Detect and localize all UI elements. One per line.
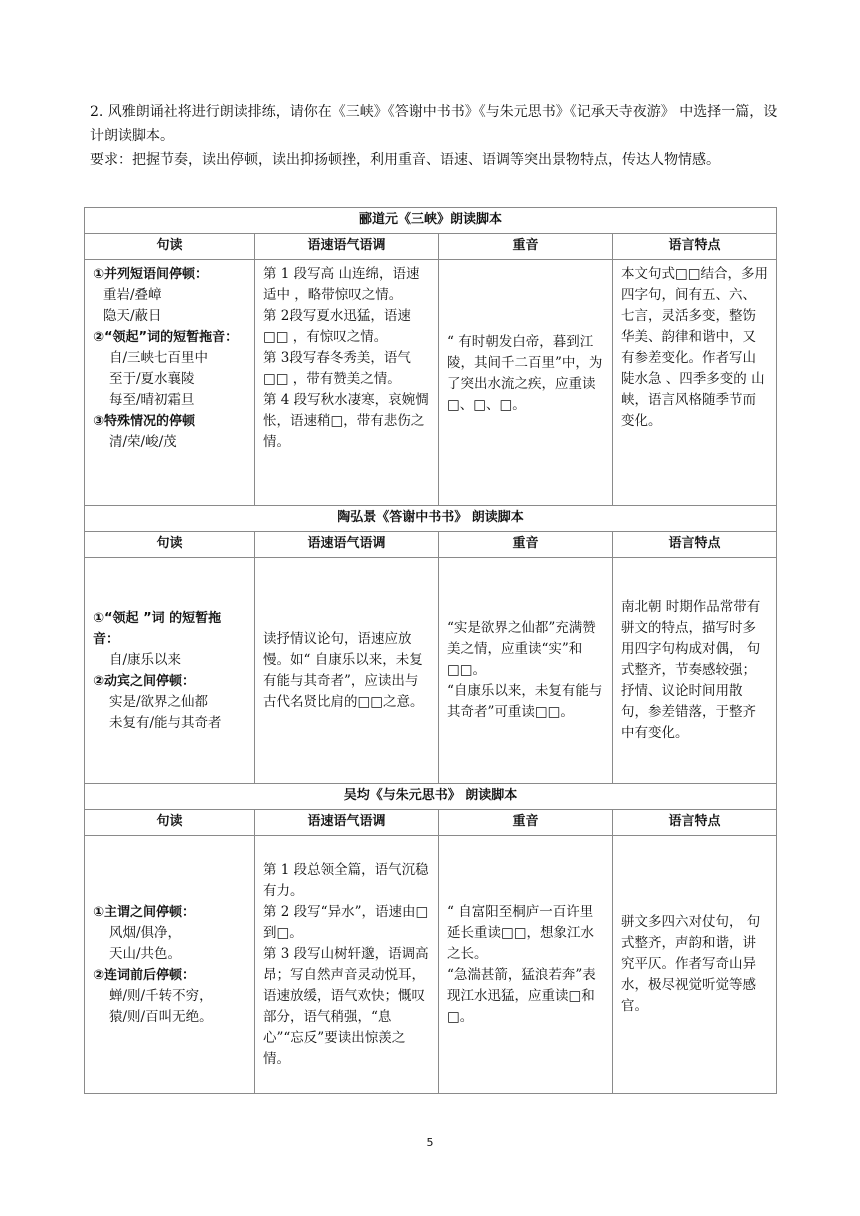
column-header-row [85,810,777,836]
tempo-tone-cell [255,836,439,1094]
reading-script-table [84,207,777,1094]
section-title: 郦道元《三峡》朗读脚本 [85,208,777,234]
column-header: 语言特点 [613,532,777,558]
pause-example: 每至/晴初霜旦 [109,392,195,408]
tempo-tone-text: 第 2 段写“异水”，语速由□到□。 [263,903,429,941]
column-header-row [85,234,777,260]
section-title: 陶弘景《答谢中书书》 朗读脚本 [85,506,777,532]
pause-example: 实是/欲界之仙都 [109,693,209,710]
column-header: 语速语气语调 [255,234,439,260]
question-requirements: 要求：把握节奏，读出停顿，读出抑扬顿挫，利用重音、语速、语调等突出景物特点，传达人物情感。 [90,152,720,168]
stress-text: “实是欲界之仙都”充满赞美之情，应重读“实”和□□。 [447,620,596,678]
language-feature-cell [613,260,777,506]
column-header: 语速语气语调 [255,810,439,836]
pause-example: 清/荣/峻/茂 [109,434,177,450]
section-title-row [85,506,777,532]
content-row [85,836,777,1094]
pause-rule-label: ②“领起”词的短暂拖音： [93,330,239,345]
pause-rule-label: ②连词前后停顿： [93,967,196,983]
content-row [85,558,777,784]
pause-example: 至于/夏水襄陵 [109,371,195,387]
question-block [90,100,780,172]
tempo-tone-text: 第 4 段写秋水凄寒，哀婉惆怅，语速稍□，带有悲伤之情。 [263,392,429,450]
judou-cell [85,260,255,506]
stress-cell [439,836,613,1094]
pause-rule-label: ①“领起 ”词 的短暂拖音： [93,610,222,647]
tempo-tone-cell [255,558,439,784]
tempo-tone-text: 第 3 段写山树轩邈，语调高昂；写自然声音灵动悦耳，语速放缓，语气欢快；慨叹部分，语气稍强，“息心”“忘反”要读出惊羡之情。 [263,945,429,1067]
pause-rule-label: ②动宾之间停顿： [93,673,196,689]
tempo-tone-cell [255,260,439,506]
column-header: 重音 [439,810,613,836]
column-header: 重音 [439,234,613,260]
pause-example: 天山/共色。 [109,945,182,962]
tempo-tone-text: 第 1 段总领全篇，语气沉稳有力。 [263,861,429,899]
language-feature-cell [613,836,777,1094]
language-feature-text: 本文句式□□结合，多用四字句，间有五、六、七言，灵活多变，整饬华美、韵律和谐中，又有参差变化。作者写山陡水急 、四季多变的 山峡，语言风格随季节而变化。 [621,266,769,429]
pause-example: 蝉/则/千转不穷， [109,987,213,1004]
stress-cell [439,558,613,784]
column-header: 语速语气语调 [255,532,439,558]
stress-text: “ 有时朝发白帝，暮到江陵，其间千二百里”中，为了突出水流之疾，应重读□、□、□。 [447,334,603,413]
column-header: 重音 [439,532,613,558]
content-row [85,260,777,506]
pause-example: 自/三峡七百里中 [109,350,209,366]
pause-example: 重岩/叠嶂 [103,287,162,303]
column-header: 语言特点 [613,234,777,260]
section-title-row [85,208,777,234]
column-header: 语言特点 [613,810,777,836]
tempo-tone-text: 第 1 段写高 山连绵，语速适中 ，略带惊叹之情。 [263,266,420,303]
pause-example: 未复有/能与其奇者 [109,714,222,731]
pause-example: 猿/则/百叫无绝。 [109,1008,213,1025]
column-header-row [85,532,777,558]
judou-cell [85,558,255,784]
judou-cell [85,836,255,1094]
column-header: 句读 [85,234,255,260]
column-header: 句读 [85,532,255,558]
language-feature-cell [613,558,777,784]
pause-rule-label: ③特殊情况的停顿 [93,414,196,429]
question-prompt: 2. 风雅朗诵社将进行朗读排练，请你在《三峡》《答谢中书书》《与朱元思书》《记承天寺夜游》 中选择一篇，设计朗读脚本。 [90,104,778,144]
pause-example: 自/康乐以来 [109,651,182,668]
tempo-tone-text: 第 3段写春冬秀美，语气□□ ，带有赞美之情。 [263,350,411,387]
tempo-tone-text: 读抒情议论句，语速应放慢。如“ 自康乐以来，未复有能与其奇者”，应读出与古代名贤比肩的□□之意。 [263,630,424,710]
tempo-tone-text: 第 2段写夏水迅猛，语速□□ ，有惊叹之情。 [263,308,411,345]
section-title: 吴均《与朱元思书》 朗读脚本 [85,784,777,810]
page-number: 5 [426,1136,434,1149]
pause-example: 隐天/蔽日 [103,308,162,324]
stress-text: “自康乐以来，未复有能与其奇者”可重读□□。 [447,683,603,720]
stress-cell [439,260,613,506]
language-feature-text: 骈文多四六对仗句， 句式整齐，声韵和谐，讲究平仄。作者写奇山异水，极尽视觉听觉等感官。 [621,914,761,1014]
section-title-row [85,784,777,810]
column-header: 句读 [85,810,255,836]
pause-example: 风烟/俱净， [109,924,182,941]
stress-text: “急湍甚箭，猛浪若奔”表现江水迅猛，应重读□和□。 [447,966,596,1025]
stress-text: “ 自富阳至桐庐一百许里延长重读□□，想象江水之长。 [447,903,595,962]
language-feature-text: 南北朝 时期作品常带有骈文的特点，描写时多用四字句构成对偶， 句式整齐，节奏感较强；抒情、议论时间用散句，参差错落，于整齐中有变化。 [621,599,761,741]
pause-rule-label: ①主谓之间停顿： [93,904,196,920]
pause-rule-label: ①并列短语间停顿： [93,267,209,282]
